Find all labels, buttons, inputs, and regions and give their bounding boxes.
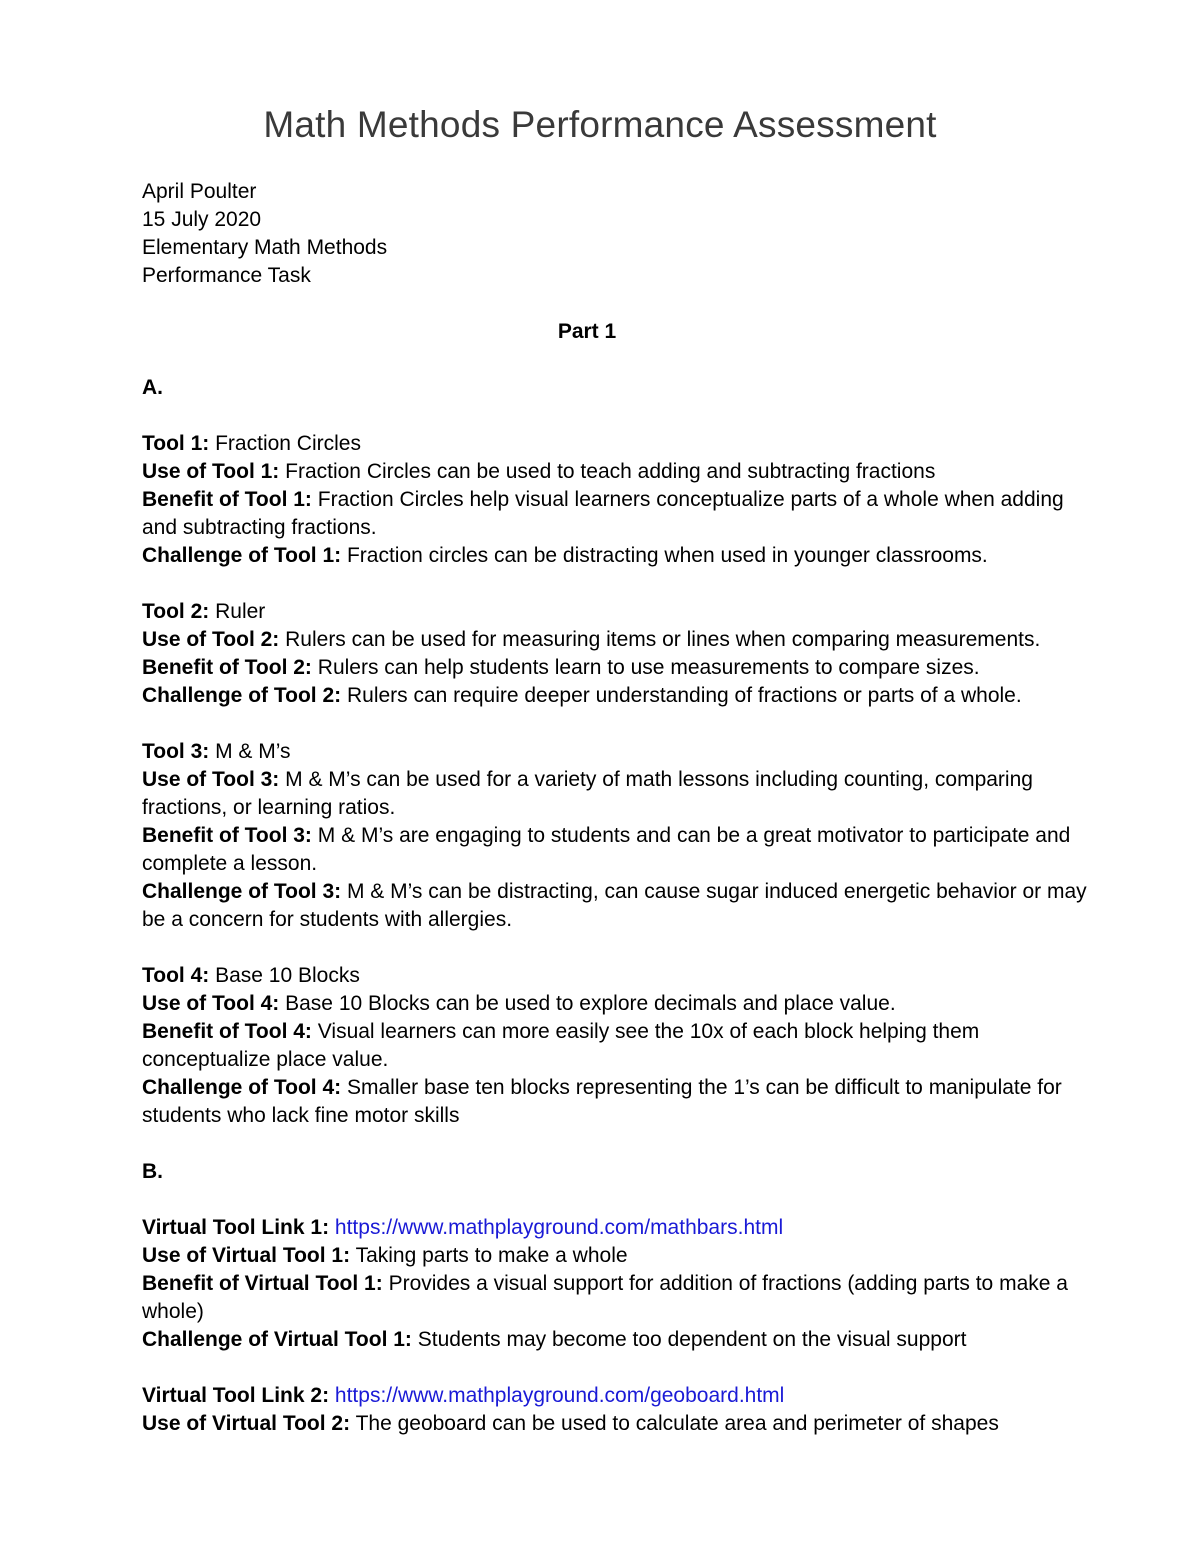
use-value: M & M’s can be used for a variety of math lessons including counting, comparing fractions, or learning ratios.: [142, 768, 1033, 819]
challenge-value: Rulers can require deeper understanding of fractions or parts of a whole.: [346, 684, 1022, 707]
tool-2-benefit: [142, 654, 1102, 682]
tool-3-name: [142, 738, 1102, 766]
virtual-tool-1-use: [142, 1242, 1102, 1270]
link-url[interactable]: https://www.mathplayground.com/geoboard.html: [334, 1384, 785, 1407]
use-value: Rulers can be used for measuring items or lines when comparing measurements.: [285, 628, 1041, 651]
benefit-value: Rulers can help students learn to use measurements to compare sizes.: [317, 656, 980, 679]
challenge-value: Students may become too dependent on the visual support: [417, 1328, 967, 1351]
tool-label: Tool 2:: [142, 600, 210, 623]
tool-value: M & M’s: [215, 740, 291, 763]
link-label: Virtual Tool Link 1:: [142, 1216, 330, 1239]
link-label: Virtual Tool Link 2:: [142, 1384, 330, 1407]
benefit-label: Benefit of Tool 2:: [142, 656, 312, 679]
tool-4-challenge: [142, 1074, 1102, 1130]
virtual-tool-2-link: [142, 1382, 1102, 1410]
tool-4-use: [142, 990, 1102, 1018]
virtual-tool-1-link: [142, 1214, 1102, 1242]
part-heading: Part 1: [557, 320, 617, 343]
tool-value: Fraction Circles: [215, 432, 361, 455]
tool-3-challenge: [142, 878, 1102, 934]
use-label: Use of Tool 4:: [142, 992, 280, 1015]
link-url[interactable]: https://www.mathplayground.com/mathbars.html: [334, 1216, 784, 1239]
use-label: Use of Virtual Tool 2:: [142, 1412, 351, 1435]
tool-2-use: [142, 626, 1102, 654]
challenge-label: Challenge of Tool 4:: [142, 1076, 342, 1099]
tool-2-challenge: [142, 682, 1102, 710]
benefit-value: Fraction Circles help visual learners conceptualize parts of a whole when adding and subtracting fractions.: [142, 488, 1064, 539]
tool-label: Tool 3:: [142, 740, 210, 763]
tool-3-use: [142, 766, 1102, 822]
use-value: Fraction Circles can be used to teach adding and subtracting fractions: [285, 460, 936, 483]
use-value: Base 10 Blocks can be used to explore decimals and place value.: [285, 992, 896, 1015]
tool-4-benefit: [142, 1018, 1102, 1074]
use-label: Use of Tool 2:: [142, 628, 280, 651]
benefit-value: Visual learners can more easily see the 10x of each block helping them conceptualize place value.: [142, 1020, 980, 1071]
author-name: April Poulter: [142, 180, 257, 203]
use-value: Taking parts to make a whole: [355, 1244, 628, 1267]
use-value: The geoboard can be used to calculate area and perimeter of shapes: [355, 1412, 999, 1435]
section-a-label: A.: [142, 376, 163, 399]
benefit-value: Provides a visual support for addition of fractions (adding parts to make a whole): [142, 1272, 1068, 1323]
document-body: [142, 178, 1102, 1438]
tool-4-name: [142, 962, 1102, 990]
document-title: Math Methods Performance Assessment: [263, 104, 937, 145]
challenge-label: Challenge of Virtual Tool 1:: [142, 1328, 412, 1351]
challenge-value: Smaller base ten blocks representing the 1’s can be difficult to manipulate for students who lack fine motor skills: [142, 1076, 1062, 1127]
tool-1-benefit: [142, 486, 1102, 542]
challenge-label: Challenge of Tool 2:: [142, 684, 342, 707]
benefit-label: Benefit of Tool 4:: [142, 1020, 312, 1043]
use-label: Use of Tool 3:: [142, 768, 280, 791]
challenge-value: Fraction circles can be distracting when used in younger classrooms.: [346, 544, 988, 567]
task-name: Performance Task: [142, 264, 311, 287]
course-name: Elementary Math Methods: [142, 236, 388, 259]
challenge-value: M & M’s can be distracting, can cause sugar induced energetic behavior or may be a concern for students with allergies.: [142, 880, 1087, 931]
benefit-label: Benefit of Virtual Tool 1:: [142, 1272, 383, 1295]
challenge-label: Challenge of Tool 3:: [142, 880, 342, 903]
benefit-label: Benefit of Tool 3:: [142, 824, 312, 847]
virtual-tool-2-use: [142, 1410, 1102, 1438]
use-label: Use of Virtual Tool 1:: [142, 1244, 351, 1267]
virtual-tool-1-challenge: [142, 1326, 1102, 1354]
use-label: Use of Tool 1:: [142, 460, 280, 483]
document-date: 15 July 2020: [142, 208, 262, 231]
tool-3-benefit: [142, 822, 1102, 878]
tool-value: Ruler: [215, 600, 266, 623]
tool-1-name: [142, 430, 1102, 458]
virtual-tool-1-benefit: [142, 1270, 1102, 1326]
section-b-label: B.: [142, 1160, 163, 1183]
benefit-value: M & M’s are engaging to students and can be a great motivator to participate and complete a lesson.: [142, 824, 1071, 875]
tool-label: Tool 1:: [142, 432, 210, 455]
benefit-label: Benefit of Tool 1:: [142, 488, 312, 511]
tool-label: Tool 4:: [142, 964, 210, 987]
tool-value: Base 10 Blocks: [215, 964, 360, 987]
tool-1-use: [142, 458, 1102, 486]
tool-2-name: [142, 598, 1102, 626]
challenge-label: Challenge of Tool 1:: [142, 544, 342, 567]
tool-1-challenge: [142, 542, 1102, 570]
